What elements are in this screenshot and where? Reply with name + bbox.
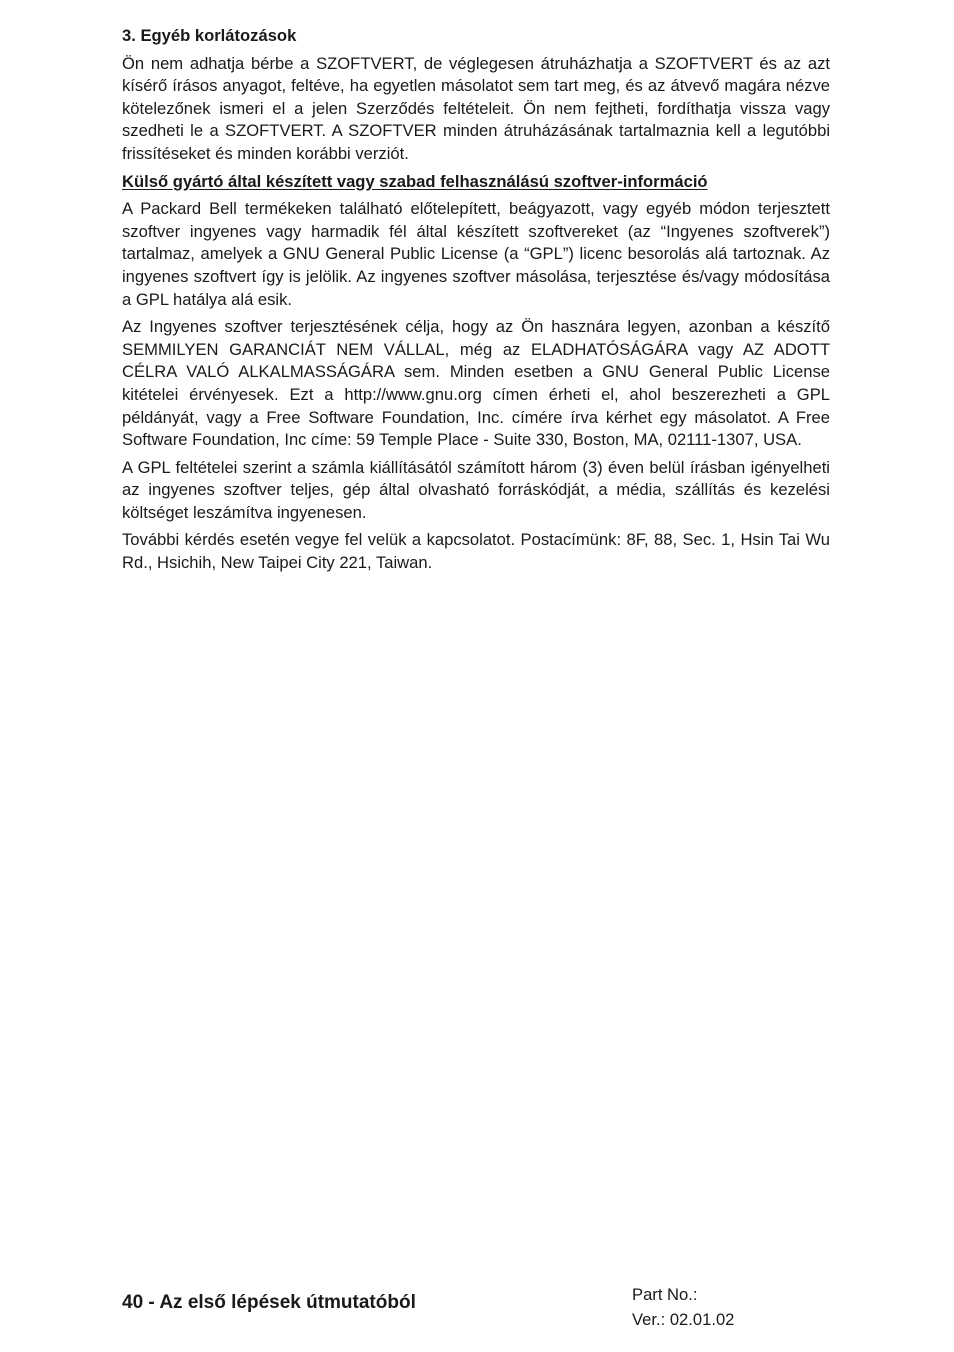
subsection-heading: Külső gyártó által készített vagy szabad felhasználású szoftver-információ: [122, 171, 708, 191]
footer-meta: [632, 1282, 734, 1332]
paragraph-free-software: A Packard Bell termékeken található előtelepített, beágyazott, vagy egyéb módon terjesztett szoftver ingyenes vagy harmadik fél által készített szoftvereket (az “Ingyenes szoftverek”) tartalmaz, amelyek a GNU General Public License (a “GPL”) licenc besorolás alá tartoznak. Az ingyenes szoftvert így is jelölik. Az ingyenes szoftver másolása, terjesztése és/vagy módosítása a GPL hatálya alá esik.: [122, 199, 830, 309]
paragraph-warranty: Az Ingyenes szoftver terjesztésének célja, hogy az Ön hasznára legyen, azonban a készítő SEMMILYEN GARANCIÁT NEM VÁLLAL, még az ELADHATÓSÁGÁRA vagy AZ ADOTT CÉLRA VALÓ ALKALMASSÁGÁRA sem. Minden esetben a GNU General Public License kitételei érvényesek. Ezt a http://www.gnu.org címen érheti el, ahol beszerezheti a GPL példányát, vagy a Free Software Foundation, Inc. címére írva kérhet egy másolatot. A Free Software Foundation, Inc címe: 59 Temple Place - Suite 330, Boston, MA, 02111-1307, USA.: [122, 317, 830, 450]
version-number: Ver.: 02.01.02: [632, 1310, 735, 1329]
page-content: [122, 25, 830, 580]
part-number: Part No.:: [632, 1285, 698, 1304]
section-heading: 3. Egyéb korlátozások: [122, 26, 297, 45]
paragraph-contact: További kérdés esetén vegye fel velük a kapcsolatot. Postacímünk: 8F, 88, Sec. 1, Hsin Tai Wu Rd., Hsichih, New Taipei City 221, Taiwan.: [122, 530, 830, 573]
paragraph-source-code: A GPL feltételei szerint a számla kiállításától számított három (3) éven belül írásban igényelheti az ingyenes szoftver teljes, gép által olvasható forráskódját, a média, szállítás és kezelési költséget leszámítva ingyenesen.: [122, 457, 830, 522]
footer-page-title: 40 - Az első lépések útmutatóból: [122, 1292, 416, 1313]
section-paragraph: Ön nem adhatja bérbe a SZOFTVERT, de véglegesen átruházhatja a SZOFTVERT és az azt kísérő írásos anyagot, feltéve, ha egyetlen másolatot sem tart meg, és az átvevő magára nézve kötelezőnek ismeri el a jelen Szerződés feltételeit. Ön nem fejtheti, fordíthatja vissza vagy szedheti le a SZOFTVERT. A SZOFTVER minden átruházásának tartalmaznia kell a legutóbbi frissítéseket és minden korábbi verziót.: [122, 53, 830, 163]
